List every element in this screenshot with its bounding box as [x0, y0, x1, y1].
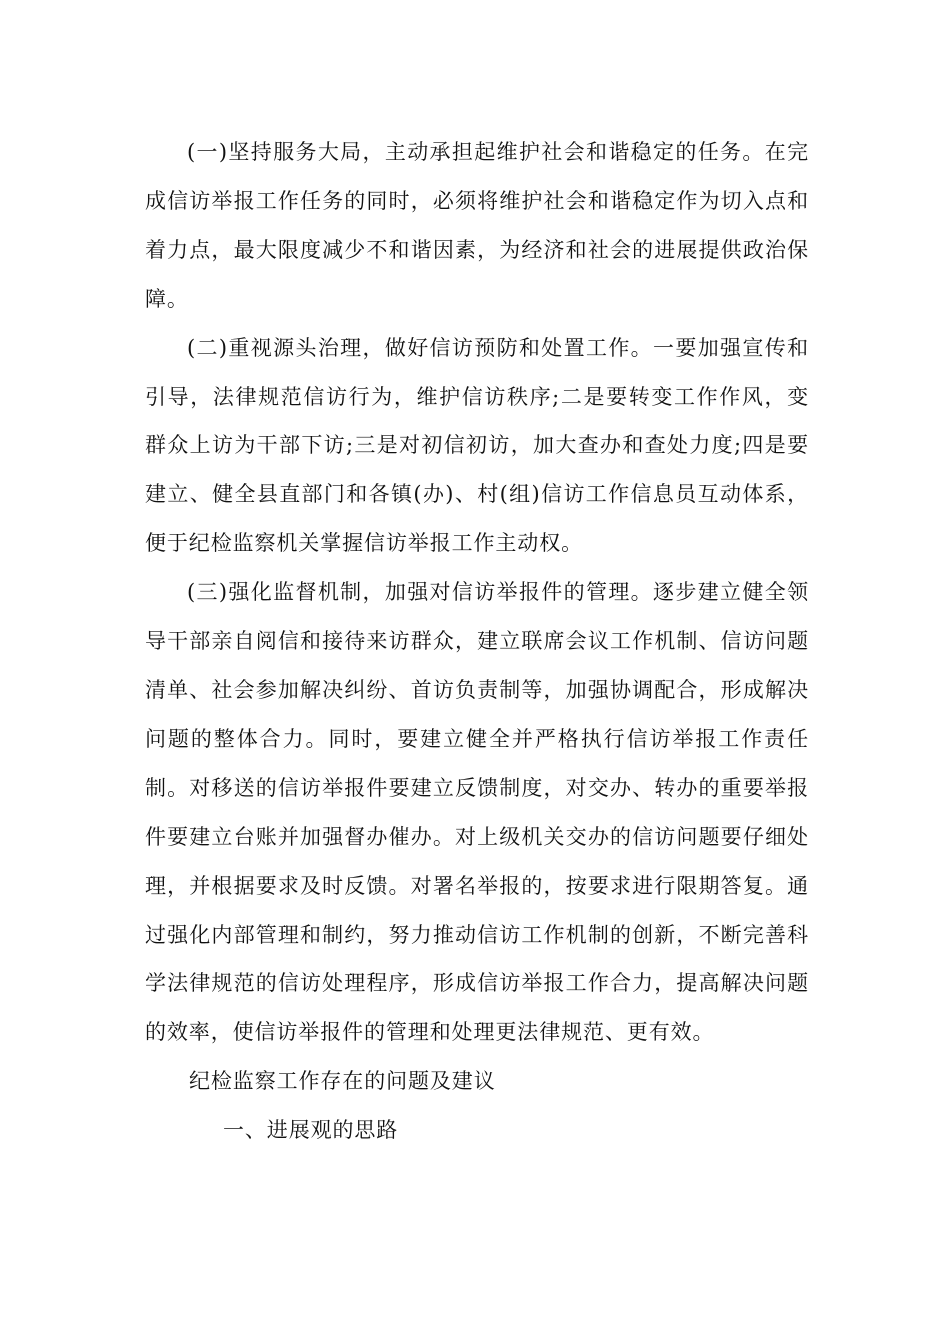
- paragraph-2: (二)重视源头治理，做好信访预防和处置工作。一要加强宣传和引导，法律规范信访行为，维护信访秩序;二是要转变工作作风，变群众上访为干部下访;三是对初信初访，加大查办和查处力度;四是要建立、健全县直部门和各镇(办)、村(组)信访工作信息员互动体系，便于纪检监察机关掌握信访举报工作主动权。: [145, 335, 809, 556]
- paragraph-1: (一)坚持服务大局，主动承担起维护社会和谐稳定的任务。在完成信访举报工作任务的同时，必须将维护社会和谐稳定作为切入点和着力点，最大限度减少不和谐因素，为经济和社会的进展提供政治保障。: [145, 140, 809, 311]
- subsection-title: 一、进展观的思路: [223, 1118, 399, 1143]
- section-title: 纪检监察工作存在的问题及建议: [189, 1069, 496, 1094]
- document-body: [145, 128, 809, 1155]
- paragraph-3: (三)强化监督机制，加强对信访举报件的管理。逐步建立健全领导干部亲自阅信和接待来访群众，建立联席会议工作机制、信访问题清单、社会参加解决纠纷、首访负责制等，加强协调配合，形成解决问题的整体合力。同时，要建立健全并严格执行信访举报工作责任制。对移送的信访举报件要建立反馈制度，对交办、转办的重要举报件要建立台账并加强督办催办。对上级机关交办的信访问题要仔细处理，并根据要求及时反馈。对署名举报的，按要求进行限期答复。通过强化内部管理和制约，努力推动信访工作机制的创新，不断完善科学法律规范的信访处理程序，形成信访举报工作合力，提高解决问题的效率，使信访举报件的管理和处理更法律规范、更有效。: [145, 580, 809, 1045]
